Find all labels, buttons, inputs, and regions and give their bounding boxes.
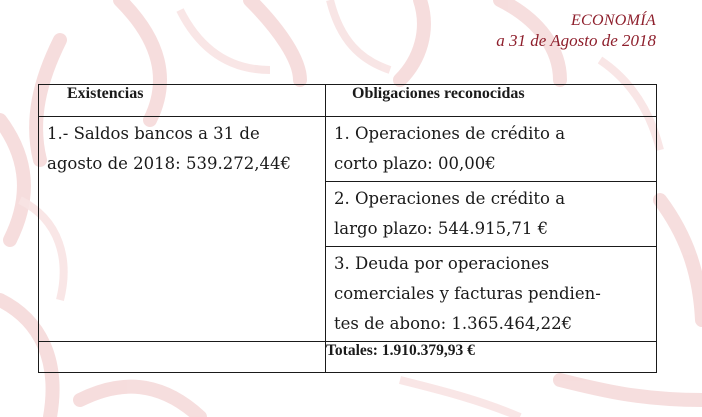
finance-table bbox=[38, 84, 657, 373]
totals-empty-cell bbox=[39, 342, 326, 373]
header-existencias: Existencias bbox=[39, 85, 326, 117]
obligacion-largo-plazo bbox=[326, 182, 657, 247]
section-title: ECONOMÍA bbox=[570, 12, 656, 29]
obligacion-line: 1. Operaciones de crédito a bbox=[334, 124, 566, 143]
existencias-cell bbox=[39, 117, 326, 342]
table-header-row bbox=[39, 85, 657, 117]
totals-row bbox=[39, 342, 657, 373]
existencias-line: agosto de 2018: 539.272,44€ bbox=[47, 154, 291, 173]
totals-value: Totales: 1.910.379,93 € bbox=[326, 342, 657, 373]
table-row bbox=[39, 117, 657, 182]
obligacion-line: comerciales y facturas pendien- bbox=[334, 284, 601, 303]
page-header bbox=[496, 11, 656, 51]
obligacion-line: tes de abono: 1.365.464,22€ bbox=[334, 314, 573, 333]
obligacion-line: corto plazo: 00,00€ bbox=[334, 154, 496, 173]
obligacion-deuda-comercial bbox=[326, 247, 657, 342]
obligacion-line: 2. Operaciones de crédito a bbox=[334, 189, 566, 208]
header-obligaciones: Obligaciones reconocidas bbox=[326, 85, 657, 117]
report-date: a 31 de Agosto de 2018 bbox=[496, 31, 656, 50]
obligacion-corto-plazo bbox=[326, 117, 657, 182]
existencias-line: 1.- Saldos bancos a 31 de bbox=[47, 124, 260, 143]
existencias-text bbox=[39, 117, 325, 181]
obligacion-line: largo plazo: 544.915,71 € bbox=[334, 219, 549, 238]
obligacion-line: 3. Deuda por operaciones bbox=[334, 254, 550, 273]
